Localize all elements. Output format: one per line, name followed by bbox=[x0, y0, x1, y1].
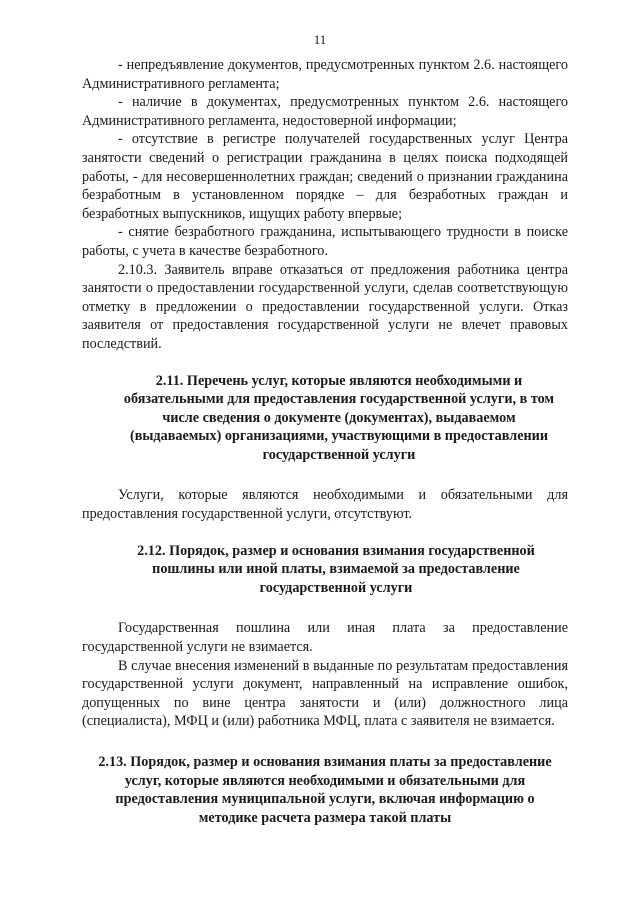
page-number: 11 bbox=[313, 32, 327, 47]
paragraph-1: - непредъявление документов, предусмотренных пунктом 2.6. настоящего Административного регламента; bbox=[82, 57, 568, 92]
paragraph-3: - отсутствие в регистре получателей государственных услуг Центра занятости сведений о регистрации гражданина в целях поиска подходящей работы, - для несовершеннолетних граждан; сведений о признании гражданина безработным в установленном порядке – для безработных граждан и безработных выпускников, ищущих работу впервые; bbox=[82, 131, 568, 222]
paragraph-4: - снятие безработного гражданина, испытывающего трудности в поиске работы, с учета в качестве безработного. bbox=[82, 224, 568, 259]
document-body bbox=[82, 56, 568, 827]
section-heading-2-13: 2.13. Порядок, размер и основания взимания платы за предоставление услуг, которые являются необходимыми и обязательными для предоставления муниципальной услуги, включая информацию о методике расчета размера такой платы bbox=[98, 754, 552, 826]
paragraph-8: В случае внесения изменений в выданные по результатам предоставления государственной услуги документ, направленный на исправление ошибок, допущенных по вине центра занятости и (или) должностного лица (специалиста), МФЦ и (или) работника МФЦ, плата с заявителя не взимается. bbox=[82, 657, 568, 730]
spacer bbox=[82, 731, 568, 753]
spacer bbox=[82, 597, 568, 619]
spacer bbox=[82, 464, 568, 486]
section-heading-2-12: 2.12. Порядок, размер и основания взимания государственной пошлины или иной платы, взимаемой за предоставление государственной услуги bbox=[137, 542, 535, 596]
paragraph-7: Государственная пошлина или иная плата за предоставление государственной услуги не взимается. bbox=[82, 620, 568, 656]
spacer bbox=[82, 524, 568, 542]
spacer bbox=[82, 354, 568, 372]
paragraph-6: Услуги, которые являются необходимыми и обязательными для предоставления государственной услуги, отсутствуют. bbox=[82, 487, 568, 523]
section-heading-2-11: 2.11. Перечень услуг, которые являются необходимыми и обязательными для предоставления государственной услуги, в том числе сведения о документе (документах), выдаваемом (выдаваемых) организациями, участвующими в предоставлении государственной услуги bbox=[123, 372, 555, 463]
paragraph-5: 2.10.3. Заявитель вправе отказаться от предложения работника центра занятости о предоставлении государственной услуги, сделав соответствующую отметку в предложении о предоставлении государственной услуги. Отказ заявителя от предоставления государственной услуги не влечет правовых последствий. bbox=[82, 261, 568, 352]
paragraph-2: - наличие в документах, предусмотренных пунктом 2.6. настоящего Административного регламента, недостоверной информации; bbox=[82, 94, 568, 129]
